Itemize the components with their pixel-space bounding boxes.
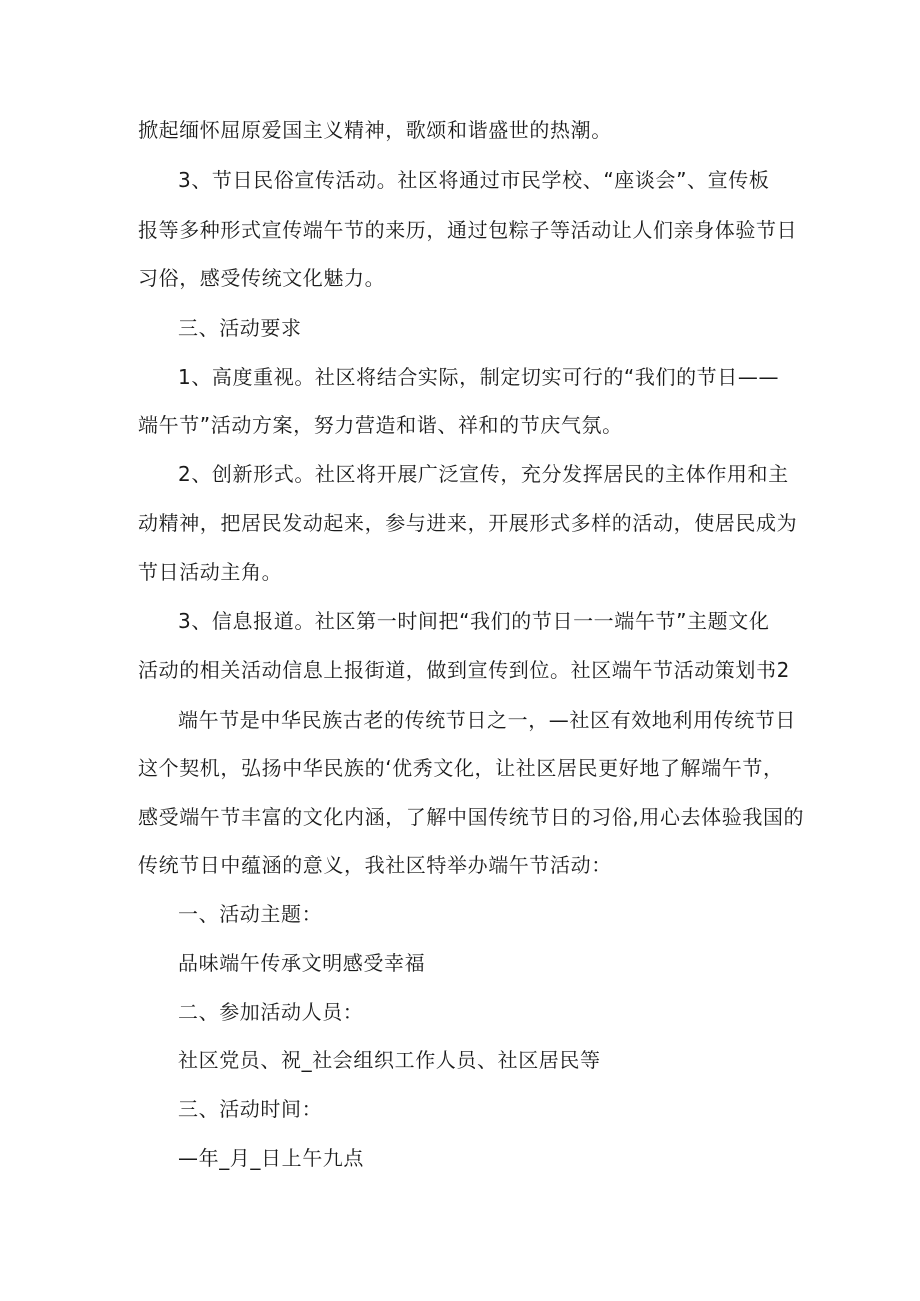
paragraph-line: 掀起缅怀屈原爱国主义精神，歌颂和谐盛世的热潮。 [138, 118, 612, 142]
paragraph-line: 3、节日民俗宣传活动。社区将通过市民学校、“座谈会”、宣传板 [178, 168, 770, 192]
paragraph-line: 感受端午节丰富的文化内涵，了解中国传统节日的习俗,用心去体验我国的 [138, 805, 805, 829]
paragraph-line: —年_月_日上午九点 [178, 1146, 364, 1170]
paragraph-line: 2、创新形式。社区将开展广泛宣传，充分发挥居民的主体作用和主 [178, 462, 789, 486]
section-heading: 三、活动要求 [178, 316, 302, 340]
paragraph-line: 习俗，感受传统文化魅力。 [138, 266, 386, 290]
paragraph-line: 报等多种形式宣传端午节的来历，通过包粽子等活动让人们亲身体验节日 [138, 218, 798, 242]
paragraph-line: 传统节日中蕴涵的意义，我社区特举办端午节活动： [138, 853, 612, 877]
paragraph-line: 1、高度重视。社区将结合实际，制定切实可行的“我们的节日—— [178, 365, 780, 389]
section-heading: 二、参加活动人员： [178, 1000, 364, 1024]
paragraph-line: 品味端午传承文明感受幸福 [178, 951, 426, 975]
paragraph-line: 端午节”活动方案，努力营造和谐、祥和的节庆气氛。 [138, 413, 623, 437]
paragraph-line: 动精神，把居民发动起来，参与进来，开展形式多样的活动，使居民成为 [138, 511, 798, 535]
section-heading: 三、活动时间： [178, 1097, 323, 1121]
section-heading: 一、活动主题： [178, 902, 323, 926]
paragraph-line: 社区党员、祝_社会组织工作人员、社区居民等 [178, 1048, 601, 1072]
paragraph-line: 活动的相关活动信息上报街道，做到宣传到位。社区端午节活动策划书2 [138, 658, 790, 682]
paragraph-line: 端午节是中华民族古老的传统节日之一，—社区有效地利用传统节日 [178, 708, 796, 732]
paragraph-line: 3、信息报道。社区第一时间把“我们的节日一一端午节”主题文化 [178, 609, 770, 633]
paragraph-line: 这个契机，弘扬中华民族的‘优秀文化，让社区居民更好地了解端午节， [138, 756, 784, 780]
paragraph-line: 节日活动主角。 [138, 560, 283, 584]
